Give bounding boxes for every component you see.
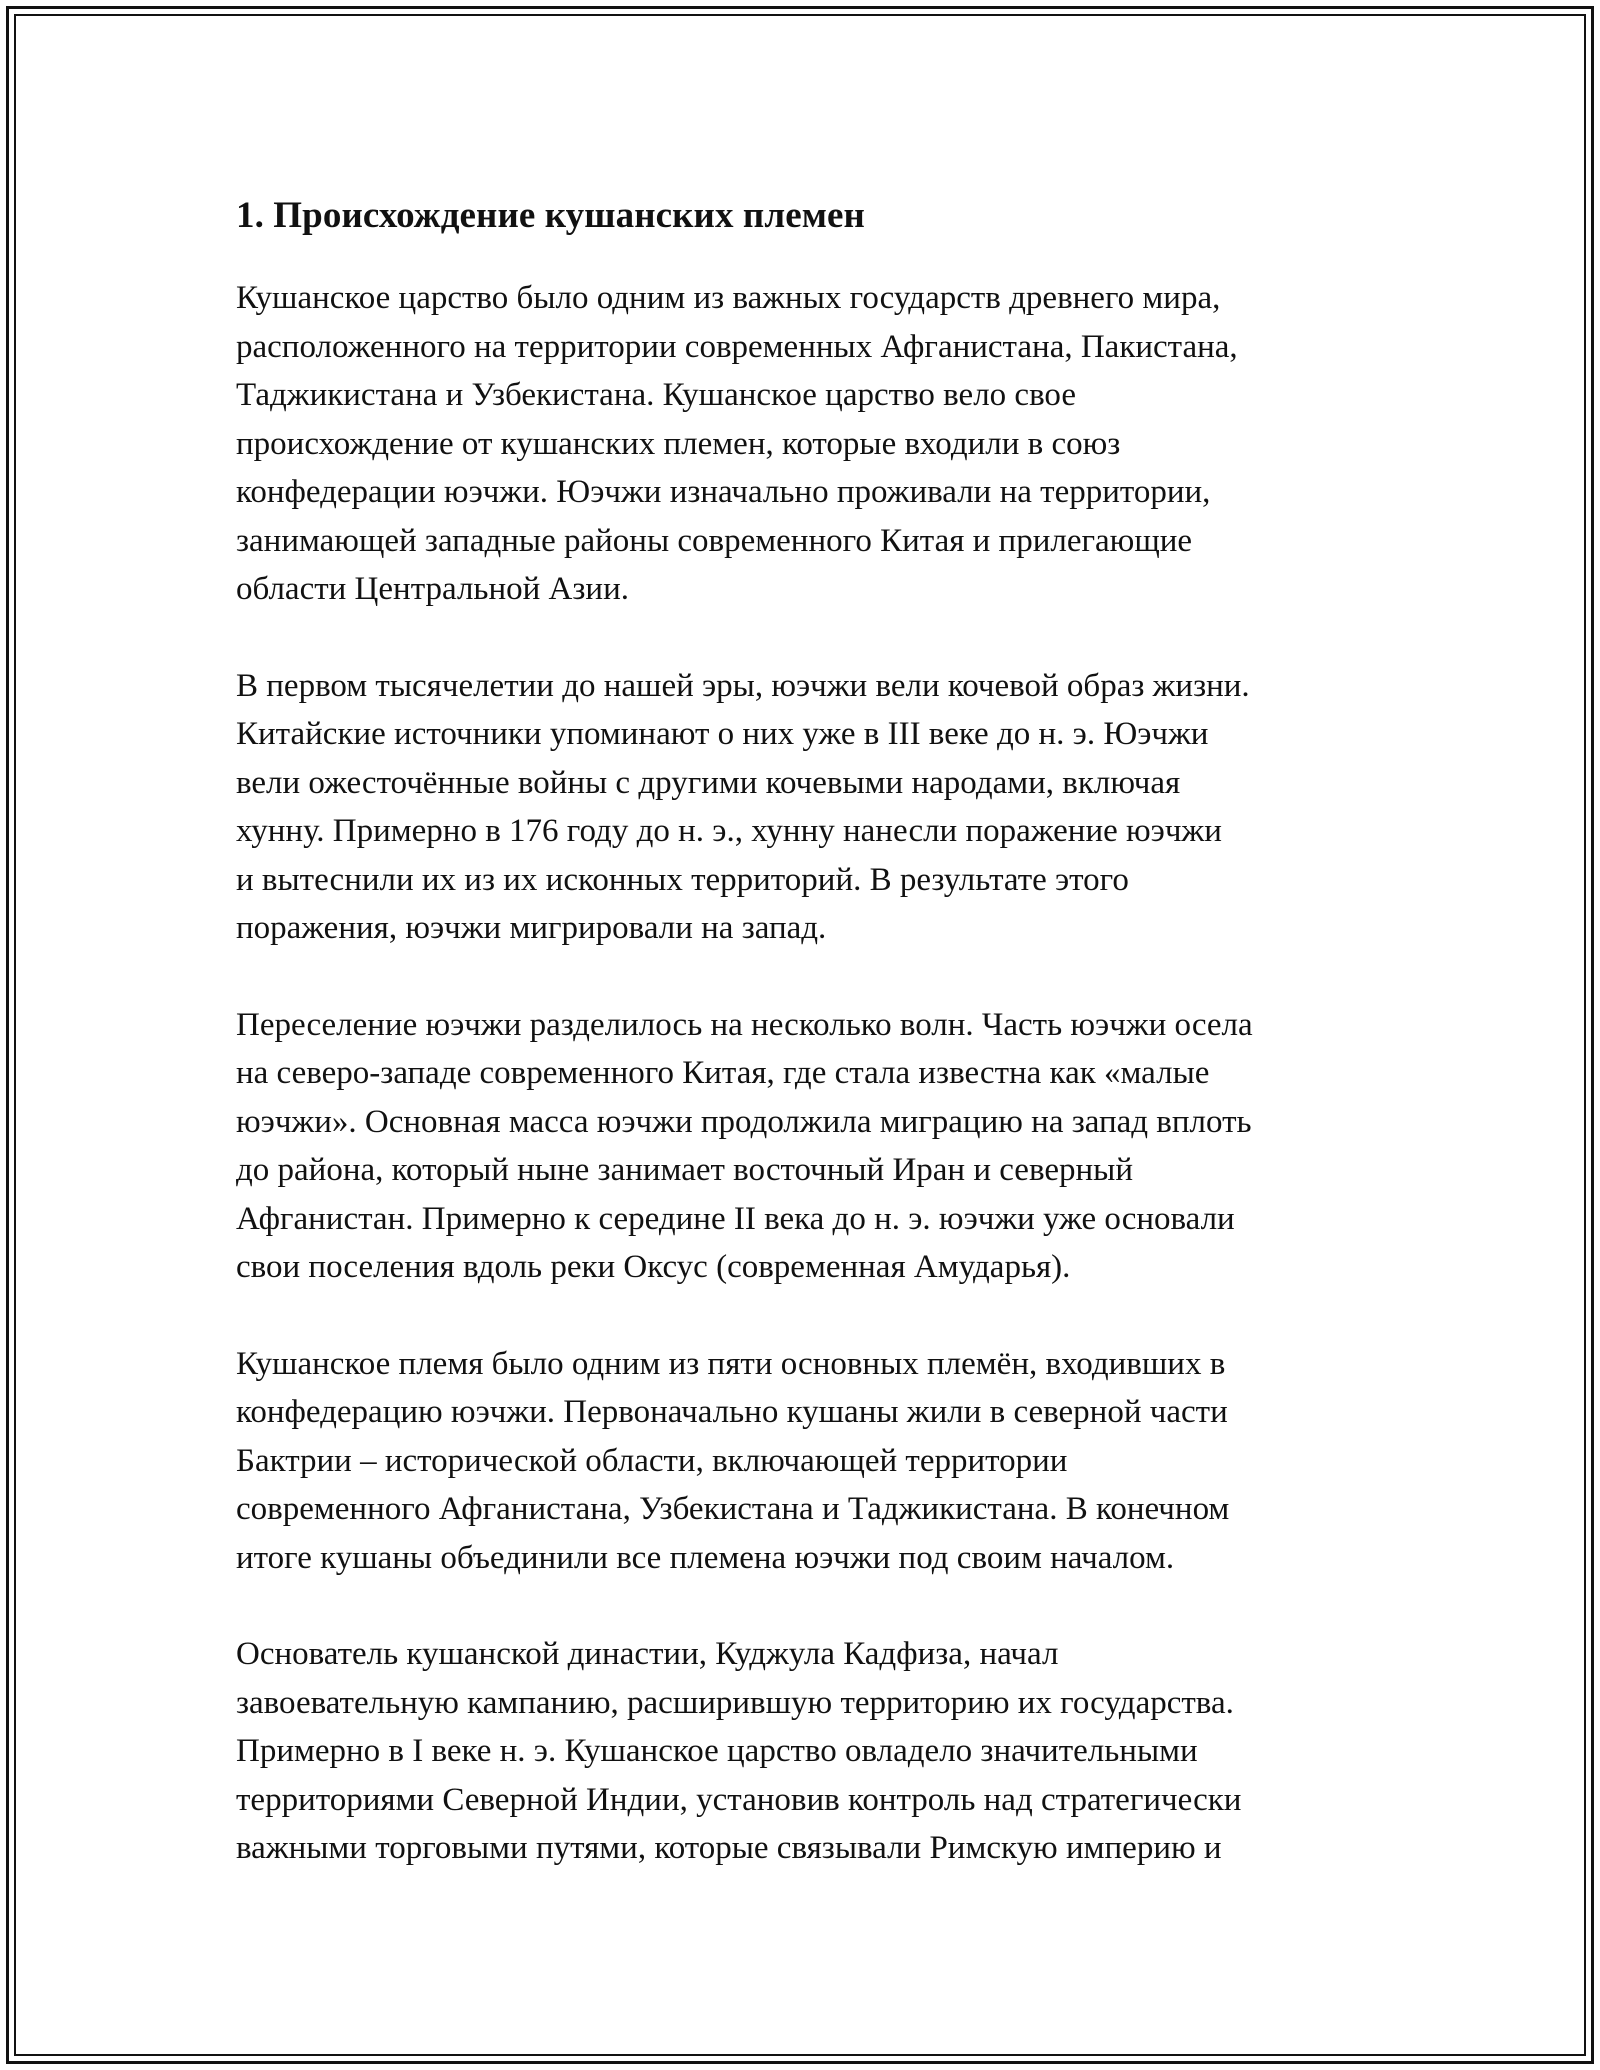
- text-line: происхождение от кушанских племен, которые входили в союз: [236, 425, 1121, 462]
- text-line: Кушанское племя было одним из пяти основных племён, входивших в: [236, 1345, 1226, 1382]
- text-line: вели ожесточённые войны с другими кочевыми народами, включая: [236, 764, 1181, 801]
- paragraph-migration: [236, 1001, 1386, 1292]
- text-line: и вытеснили их из их исконных территорий. В результате этого: [236, 861, 1129, 898]
- text-line: свои поселения вдоль реки Оксус (современная Амударья).: [236, 1249, 1071, 1285]
- text-line: поражения, юэчжи мигрировали на запад.: [236, 910, 827, 946]
- text-line: Китайские источники упоминают о них уже в III веке до н. э. Юэчжи: [236, 716, 1209, 752]
- text-line: до района, который ныне занимает восточный Иран и северный: [236, 1152, 1133, 1188]
- text-line: юэчжи». Основная масса юэчжи продолжила миграцию на запад вплоть: [236, 1103, 1252, 1140]
- text-line: на северо-западе современного Китая, где стала известна как «малые: [236, 1055, 1210, 1091]
- text-line: области Центральной Азии.: [236, 571, 629, 607]
- text-line: важными торговыми путями, которые связывали Римскую империю и: [236, 1830, 1222, 1866]
- paragraph-origin: [236, 274, 1386, 614]
- text-line: Переселение юэчжи разделилось на несколько волн. Часть юэчжи осела: [236, 1006, 1253, 1043]
- text-line: Бактрии – исторической области, включающей территории: [236, 1442, 1068, 1479]
- text-line: Афганистан. Примерно к середине II века до н. э. юэчжи уже основали: [236, 1200, 1235, 1237]
- text-line: занимающей западные районы современного Китая и прилегающие: [236, 522, 1193, 559]
- text-line: хунну. Примерно в 176 году до н. э., хунну нанесли поражение юэчжи: [236, 813, 1222, 849]
- text-line: итоге кушаны объединили все племена юэчжи под своим началом.: [236, 1539, 1175, 1576]
- paragraph-dynasty-founder: [236, 1630, 1386, 1873]
- text-line: Примерно в I веке н. э. Кушанское царство овладело значительными: [236, 1733, 1198, 1769]
- text-line: завоевательную кампанию, расширившую территорию их государства.: [236, 1684, 1234, 1721]
- paragraph-nomadic-life: [236, 662, 1386, 953]
- paragraph-kushan-tribe: [236, 1340, 1386, 1583]
- text-line: Кушанское царство было одним из важных государств древнего мира,: [236, 280, 1221, 316]
- text-line: Таджикистана и Узбекистана. Кушанское царство вело свое: [236, 377, 1076, 413]
- document-body: [236, 186, 1386, 1921]
- text-line: территориями Северной Индии, установив контроль над стратегически: [236, 1781, 1242, 1818]
- text-line: конфедерацию юэчжи. Первоначально кушаны жили в северной части: [236, 1394, 1228, 1430]
- text-line: расположенного на территории современных Афганистана, Пакистана,: [236, 328, 1238, 365]
- text-line: современного Афганистана, Узбекистана и Таджикистана. В конечном: [236, 1491, 1230, 1527]
- text-line: В первом тысячелетии до нашей эры, юэчжи вели кочевой образ жизни.: [236, 667, 1250, 704]
- text-line: конфедерации юэчжи. Юэчжи изначально проживали на территории,: [236, 474, 1211, 510]
- text-line: Основатель кушанской династии, Куджула Кадфиза, начал: [236, 1636, 1059, 1672]
- page-title: 1. Происхождение кушанских племен: [236, 195, 865, 236]
